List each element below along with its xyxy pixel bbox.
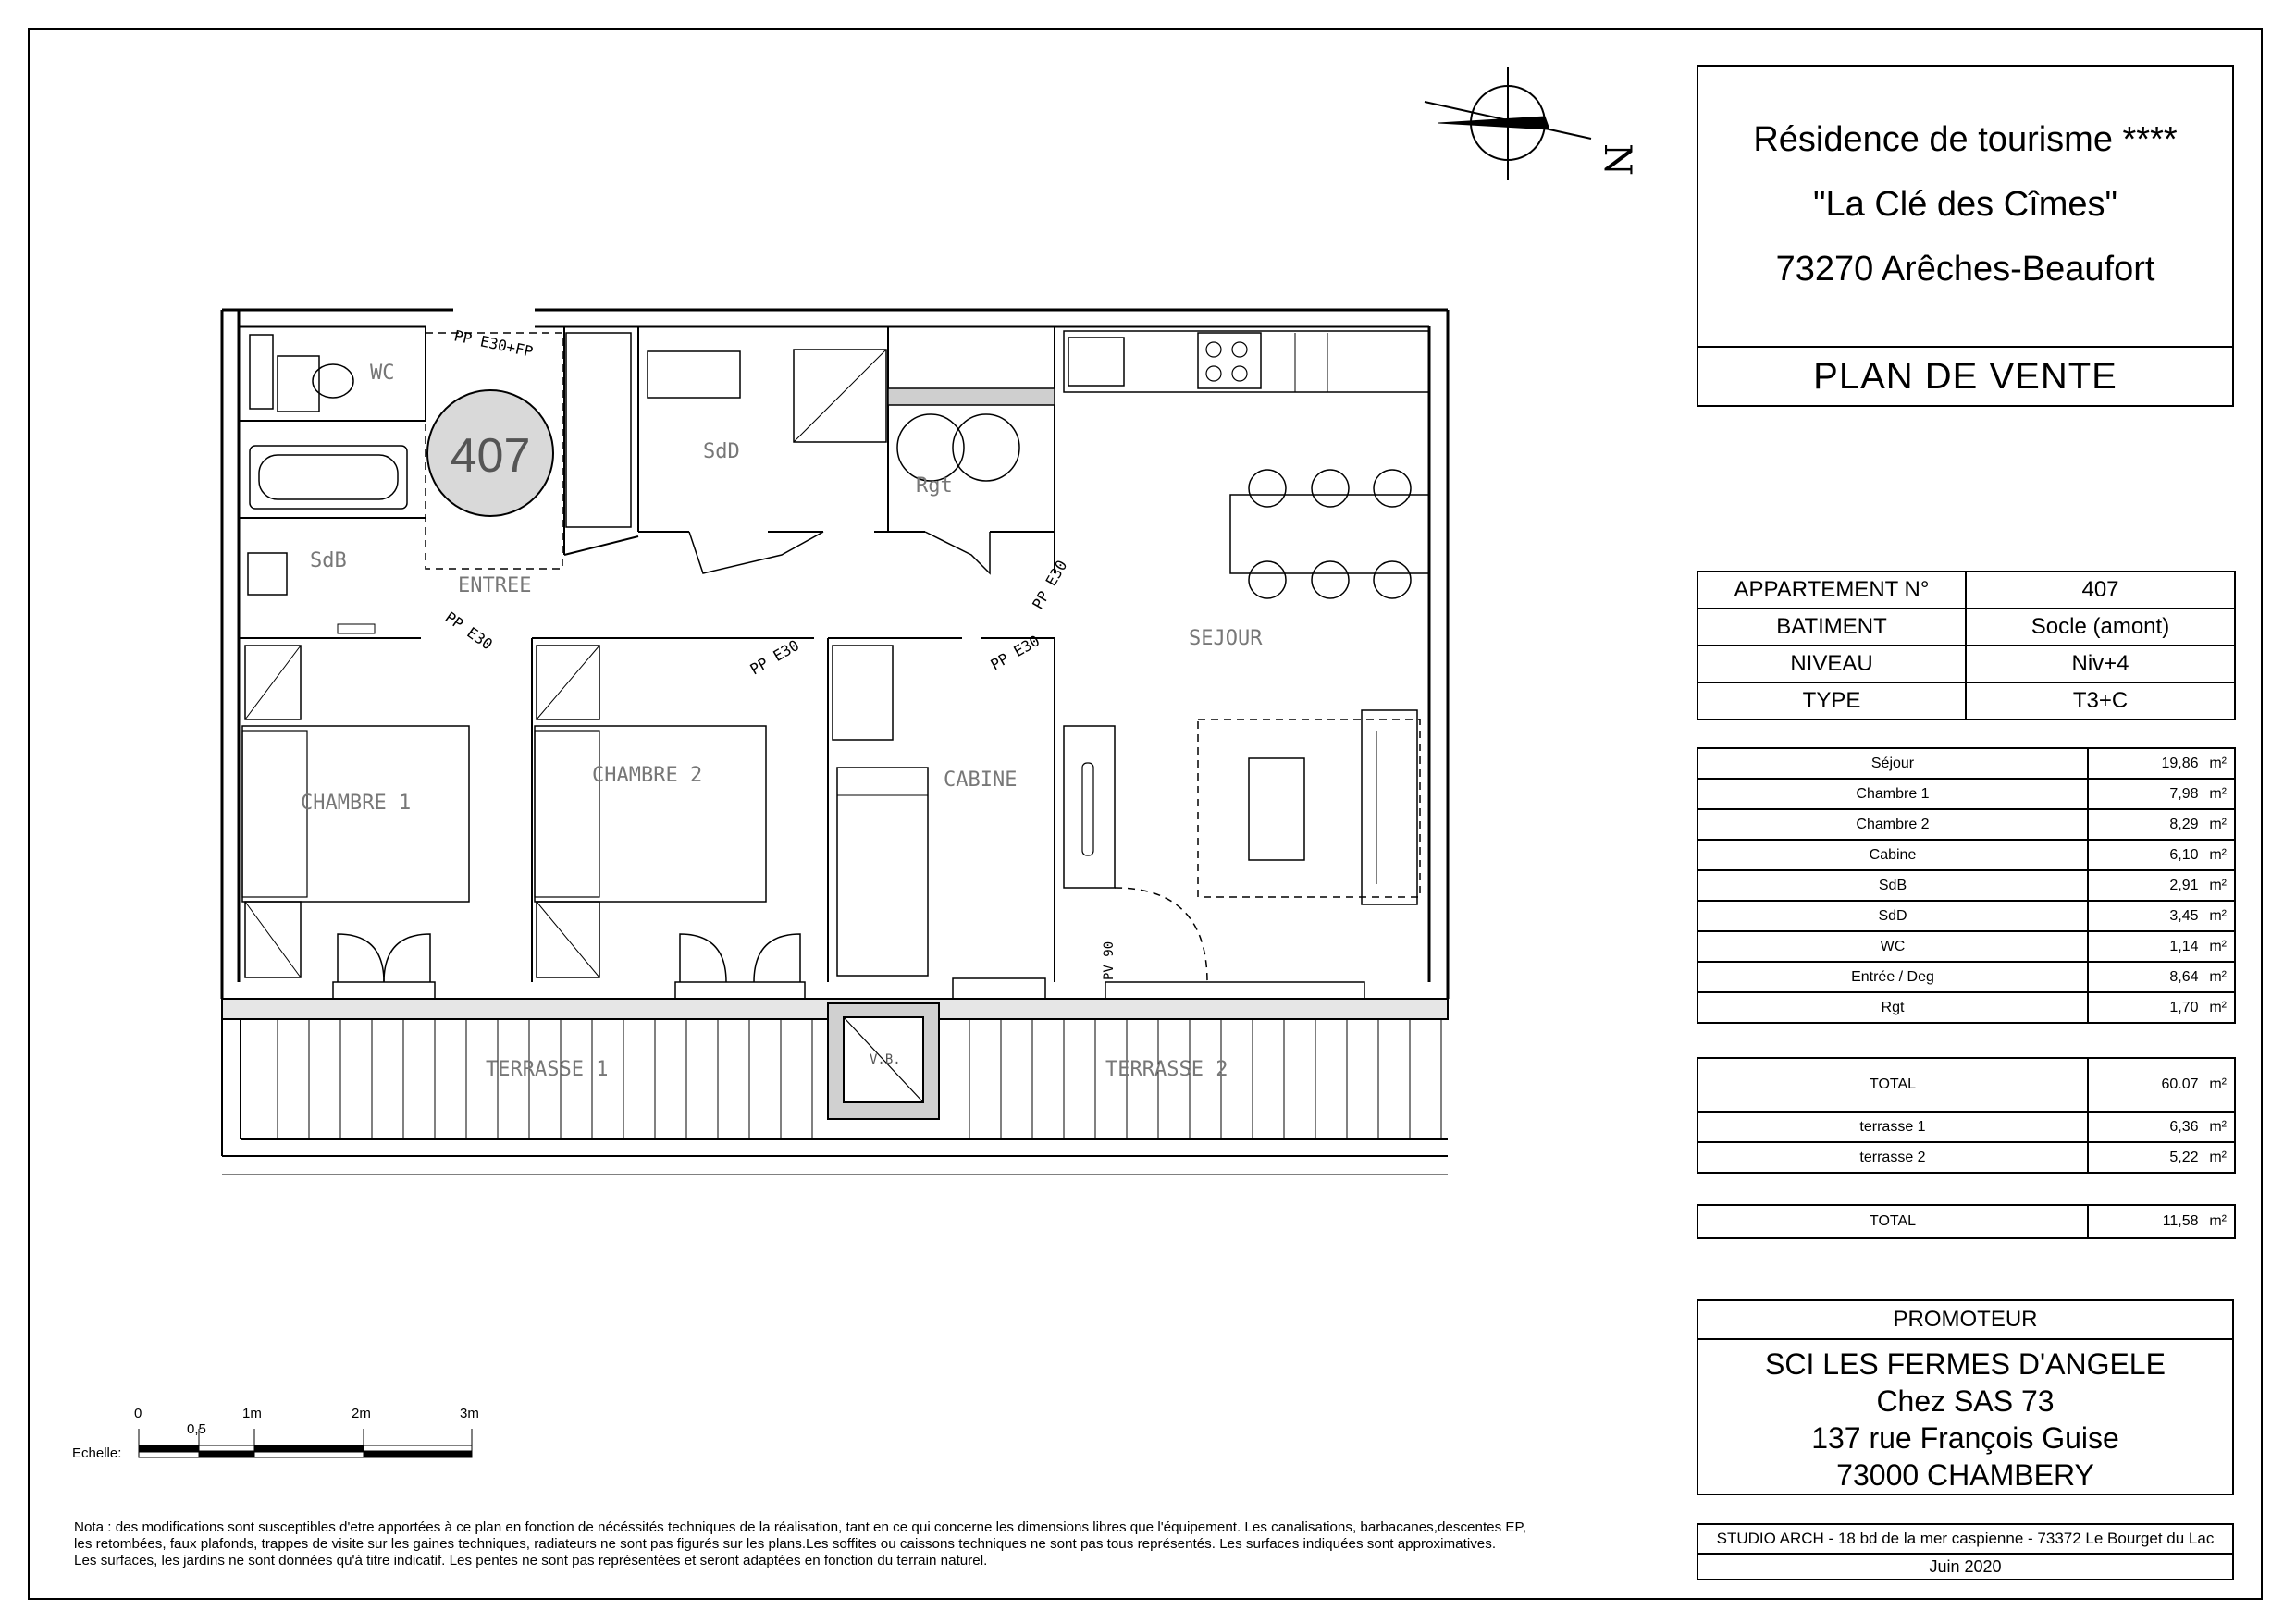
- scale-tick-2m: 2m: [352, 1406, 371, 1421]
- scale-tick-half: 0,5: [187, 1421, 206, 1437]
- terrace-value: 5,22 m²: [2088, 1142, 2235, 1173]
- door-label-rgt: PP E30: [1029, 557, 1071, 612]
- disclaimer-note: [74, 1519, 1684, 1569]
- door-label-entry: PP E30+FP: [452, 326, 535, 361]
- scale-tick-0: 0: [134, 1406, 142, 1421]
- total-label: TOTAL: [1697, 1058, 2088, 1112]
- promoteur-header: PROMOTEUR: [1698, 1301, 2232, 1340]
- promoteur-street: 137 rue François Guise: [1811, 1421, 2119, 1455]
- info-row: [1697, 646, 2235, 682]
- vb-label: V.B.: [870, 1052, 901, 1067]
- surface-row: [1697, 809, 2235, 840]
- note-line-2: les retombées, faux plafonds, trappes de visite sur les gaines techniques, radiateurs ne sont pas figurés sur les plans.Les soffites ou caissons techniques ne sont pas tous représentés. Les surfaces indiquées sont approximatives.: [74, 1536, 1497, 1552]
- exterior-walls: [222, 310, 1448, 999]
- info-label: NIVEAU: [1697, 646, 1966, 682]
- interior-walls: [239, 326, 1055, 982]
- room-label-wc: WC: [370, 362, 395, 385]
- door-label-entree: PP E30: [441, 608, 496, 654]
- surface-value: 2,91 m²: [2088, 870, 2235, 901]
- promoteur-care-of: Chez SAS 73: [1876, 1384, 2055, 1418]
- door-label-cabine: PP E30: [987, 632, 1043, 674]
- info-row: [1697, 609, 2235, 646]
- room-label-cabine: CABINE: [944, 768, 1018, 792]
- room-label-sdd: SdD: [703, 440, 740, 463]
- promoteur-name: SCI LES FERMES D'ANGELE: [1765, 1347, 2166, 1381]
- residence-address: 73270 Arêches-Beaufort: [1775, 250, 2155, 289]
- note-line-3: Les surfaces, les jardins ne sont données qu'à titre indicatif. Les pentes ne sont pas représentées et seront adaptées en fonction du terrain naturel.: [74, 1553, 988, 1568]
- room-label-sejour: SEJOUR: [1189, 627, 1263, 650]
- info-row: [1697, 572, 2235, 609]
- terrace-total-table: [1697, 1204, 2236, 1239]
- terrace-total-row: [1697, 1205, 2235, 1238]
- plan-date: Juin 2020: [1929, 1557, 2002, 1576]
- compass-rose: [1425, 67, 1591, 180]
- info-value: 407: [1966, 572, 2235, 609]
- scale-segment-bottom: [254, 1452, 364, 1457]
- scale-segment-bottom: [364, 1452, 472, 1457]
- apartment-number-badge: 407: [450, 429, 531, 483]
- surface-row: [1697, 840, 2235, 870]
- surface-value: 1,70 m²: [2088, 992, 2235, 1023]
- info-row: [1697, 682, 2235, 719]
- scale-segment-top: [364, 1445, 472, 1451]
- surface-row: [1697, 870, 2235, 901]
- terrace-label: terrasse 2: [1697, 1142, 2088, 1173]
- total-row: [1697, 1058, 2235, 1112]
- room-label-entree: ENTREE: [458, 574, 532, 597]
- door-label-window: PV 90: [1102, 941, 1117, 980]
- surfaces-table: [1697, 747, 2236, 1024]
- surface-label: SdB: [1697, 870, 2088, 901]
- info-value: Socle (amont): [1966, 609, 2235, 646]
- surface-label: Séjour: [1697, 748, 2088, 779]
- scale-tick-3m: 3m: [460, 1406, 479, 1421]
- surface-value: 7,98 m²: [2088, 779, 2235, 809]
- note-line-1: Nota : des modifications sont susceptibles d'etre apportées à ce plan en fonction de nécéssités techniques de la réalisation, tant en ce qui concerne les dimensions libres que l'équipement. Les canalisations, barbacanes,descentes EP,: [74, 1519, 1526, 1535]
- residence-name: Résidence de tourisme ****: [1753, 120, 2178, 159]
- surface-row: [1697, 748, 2235, 779]
- scale-segment-bottom: [139, 1452, 199, 1457]
- surface-value: 6,10 m²: [2088, 840, 2235, 870]
- surface-label: WC: [1697, 931, 2088, 962]
- total-table: [1697, 1057, 2236, 1174]
- scale-tick-1m: 1m: [242, 1406, 262, 1421]
- title-block: [1697, 65, 2234, 407]
- surface-row: [1697, 992, 2235, 1023]
- surface-row: [1697, 962, 2235, 992]
- info-label: TYPE: [1697, 682, 1966, 719]
- total-value: 60.07 m²: [2088, 1058, 2235, 1112]
- residence-title: "La Clé des Cîmes": [1813, 185, 2117, 224]
- scale-segment-top: [254, 1445, 364, 1451]
- scale-label: Echelle:: [72, 1445, 122, 1461]
- apartment-info-table: [1697, 571, 2236, 720]
- architect-address: STUDIO ARCH - 18 bd de la mer caspienne - 73372 Le Bourget du Lac: [1698, 1525, 2232, 1555]
- surface-label: Entrée / Deg: [1697, 962, 2088, 992]
- terrace-total-label: TOTAL: [1697, 1205, 2088, 1238]
- surface-label: Chambre 1: [1697, 779, 2088, 809]
- surface-value: 3,45 m²: [2088, 901, 2235, 931]
- room-label-rgt: Rgt: [916, 474, 953, 498]
- door-label-chambre2: PP E30: [747, 636, 803, 679]
- surface-label: Rgt: [1697, 992, 2088, 1023]
- room-label-sdb: SdB: [310, 549, 347, 572]
- promoteur-city: 73000 CHAMBERY: [1836, 1458, 2094, 1492]
- surface-label: Cabine: [1697, 840, 2088, 870]
- plan-type-label: PLAN DE VENTE: [1813, 356, 2117, 397]
- surface-value: 1,14 m²: [2088, 931, 2235, 962]
- scale-segment-bottom: [199, 1452, 254, 1457]
- surface-row: [1697, 779, 2235, 809]
- architect-block: [1697, 1523, 2234, 1580]
- scale-segment-top: [199, 1445, 254, 1451]
- surface-label: Chambre 2: [1697, 809, 2088, 840]
- info-label: APPARTEMENT N°: [1697, 572, 1966, 609]
- scale-segment-top: [139, 1445, 199, 1451]
- terrace-row: [1697, 1142, 2235, 1173]
- north-label: N: [1596, 143, 1638, 176]
- room-label-chambre2: CHAMBRE 2: [592, 764, 703, 787]
- promoteur-block: [1697, 1299, 2234, 1495]
- terrace-label: terrasse 1: [1697, 1112, 2088, 1142]
- room-label-terrasse1: TERRASSE 1: [486, 1058, 609, 1081]
- info-label: BATIMENT: [1697, 609, 1966, 646]
- surface-row: [1697, 931, 2235, 962]
- surface-row: [1697, 901, 2235, 931]
- terrace-row: [1697, 1112, 2235, 1142]
- info-value: Niv+4: [1966, 646, 2235, 682]
- surface-label: SdD: [1697, 901, 2088, 931]
- info-value: T3+C: [1966, 682, 2235, 719]
- terrace-value: 6,36 m²: [2088, 1112, 2235, 1142]
- terrace-total-value: 11,58 m²: [2088, 1205, 2235, 1238]
- surface-value: 8,29 m²: [2088, 809, 2235, 840]
- surface-value: 8,64 m²: [2088, 962, 2235, 992]
- room-label-terrasse2: TERRASSE 2: [1105, 1058, 1228, 1081]
- surface-value: 19,86 m²: [2088, 748, 2235, 779]
- room-label-chambre1: CHAMBRE 1: [301, 792, 412, 815]
